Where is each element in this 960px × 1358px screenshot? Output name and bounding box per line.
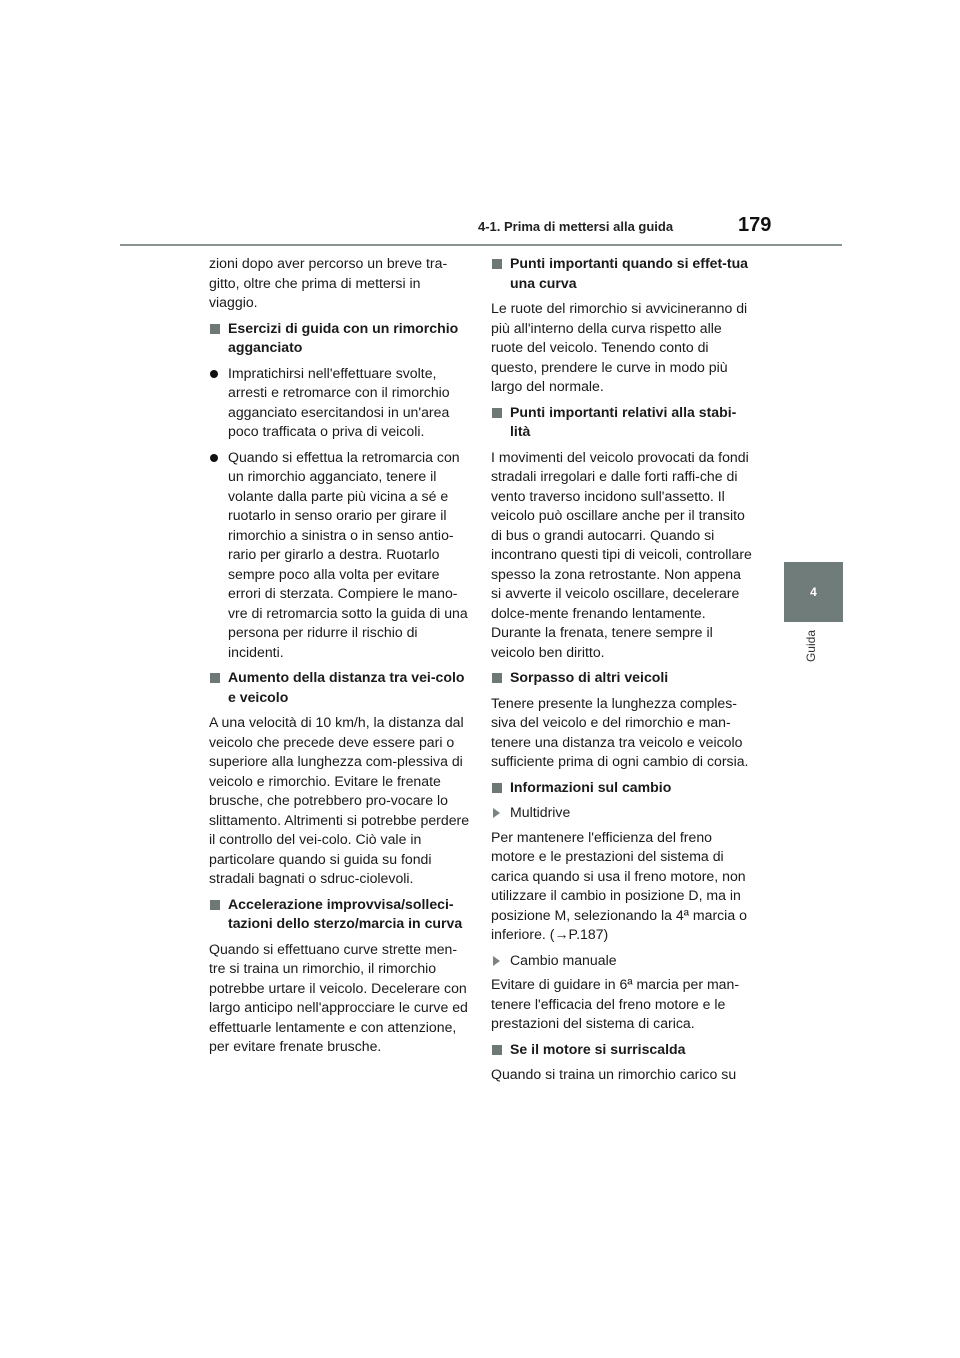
- paragraph-text: Per mantenere l'efficienza del freno motore e le prestazioni del sistema di carica quando si usa il freno motore, non utilizzare il cambio in posizione D, ma in posizione M, selezionando la 4ª marcia o inferiore. (→P.187): [491, 828, 747, 942]
- heading-text: Accelerazione improvvisa/solleci-tazioni dello sterzo/marcia in curva: [228, 895, 463, 931]
- sub-heading: [491, 803, 753, 823]
- paragraph: [491, 694, 753, 772]
- page-number: 179: [738, 214, 772, 236]
- section-heading: [209, 895, 471, 934]
- bullet-item: [209, 364, 471, 442]
- paragraph: [209, 254, 471, 313]
- paragraph: [491, 299, 753, 397]
- square-bullet-icon: [492, 673, 502, 683]
- section-heading: [491, 403, 753, 442]
- paragraph: [209, 940, 471, 1057]
- paragraph-text: Quando si traina un rimorchio carico su: [491, 1066, 737, 1082]
- heading-text: Aumento della distanza tra vei-colo e veicolo: [228, 669, 465, 705]
- paragraph: [491, 975, 753, 1034]
- paragraph-text: zioni dopo aver percorso un breve tra-gitto, oltre che prima di mettersi in viaggio.: [209, 255, 448, 310]
- paragraph: [491, 828, 753, 945]
- left-column: [209, 254, 471, 1063]
- chapter-label: Guida: [804, 630, 818, 663]
- heading-text: Informazioni sul cambio: [510, 778, 672, 795]
- section-heading: [209, 319, 471, 358]
- heading-text: Sorpasso di altri veicoli: [510, 669, 669, 685]
- square-bullet-icon: [210, 324, 220, 334]
- chapter-label-container: [804, 630, 824, 690]
- square-bullet-icon: [492, 1045, 502, 1055]
- sub-heading-text: Cambio manuale: [510, 951, 617, 968]
- paragraph-text: Le ruote del rimorchio si avvicineranno di più all'interno della curva rispetto alle ruote del veicolo. Tenendo conto di questo, prendere le curve in modo più largo del normale.: [491, 300, 748, 394]
- right-column: [491, 254, 753, 1091]
- paragraph: [209, 713, 471, 889]
- triangle-bullet-icon: [493, 808, 500, 818]
- heading-text: Punti importanti relativi alla stabi-lità: [510, 403, 737, 439]
- paragraph-text: A una velocità di 10 km/h, la distanza dal veicolo che precede deve essere pari o superiore alla lunghezza com-plessiva di veicolo e rimorchio. Evitare le frenate brusche, che potrebbero pro-vocare lo slittamento. Altrimenti si potrebbe perdere il controllo del vei-colo. Ciò vale in particolare quando si guida su fondi stradali bagnati o sdruc-ciolevoli.: [209, 714, 470, 886]
- section-heading: [491, 1040, 753, 1060]
- paragraph-text: I movimenti del veicolo provocati da fondi stradali irregolari e dalle forti raffi-che di vento traverso incidono sull'assetto. Il veicolo può oscillare anche per il transito di bus o grandi autocarri. Quando si incontrano questi tipi di veicoli, controllare spesso la zona retrostante. Non appena si avverte il veicolo oscillare, decelerare dolce-mente frenando lentamente. Durante la frenata, tenere sempre il veicolo ben diritto.: [491, 448, 752, 660]
- bullet-text: Impratichirsi nell'effettuare svolte, arresti e retromarce con il rimorchio agganciato esercitandosi in un'area poco trafficata o priva di veicoli.: [228, 364, 450, 439]
- paragraph-text: Quando si effettuano curve strette men-tre si traina un rimorchio, il rimorchio potrebbe urtare il veicolo. Decelerare con largo anticipo nell'approcciare le curve ed effettuarle lentamente e con attenzione, per evitare frenate brusche.: [209, 940, 468, 1054]
- triangle-bullet-icon: [493, 956, 500, 966]
- square-bullet-icon: [492, 408, 502, 418]
- dot-bullet-icon: [210, 454, 218, 462]
- heading-text: Esercizi di guida con un rimorchio agganciato: [228, 319, 459, 355]
- heading-text: Punti importanti quando si effet-tua una curva: [510, 255, 749, 291]
- paragraph-text: Evitare di guidare in 6ª marcia per man-tenere l'efficacia del freno motore e le prestazioni del sistema di carica.: [491, 976, 740, 1031]
- sub-heading-text: Multidrive: [510, 804, 571, 820]
- paragraph-text: Tenere presente la lunghezza comples-siva del veicolo e del rimorchio e man-tenere una distanza tra veicolo e veicolo sufficiente prima di ogni cambio di corsia.: [491, 694, 749, 769]
- section-title: 4-1. Prima di mettersi alla guida: [478, 219, 674, 234]
- paragraph: [491, 1065, 753, 1085]
- paragraph: [491, 448, 753, 663]
- chapter-tab[interactable]: [784, 562, 843, 622]
- section-heading: [491, 778, 753, 798]
- square-bullet-icon: [210, 900, 220, 910]
- section-heading: [491, 254, 753, 293]
- dot-bullet-icon: [210, 370, 218, 378]
- square-bullet-icon: [492, 783, 502, 793]
- square-bullet-icon: [210, 673, 220, 683]
- heading-text: Se il motore si surriscalda: [510, 1040, 686, 1057]
- header-divider: [120, 244, 842, 246]
- bullet-text: Quando si effettua la retromarcia con un rimorchio agganciato, tenere il volante dalla parte più vicina a sé e ruotarlo in senso orario per girare il rimorchio a sinistra o in senso antio-rario per girarlo a destra. Ruotarlo sempre poco alla volta per evitare errori di sterzata. Compiere le mano-vre di retromarcia sotto la guida di una persona per ridurre il rischio di incidenti.: [228, 448, 468, 660]
- section-heading: [209, 668, 471, 707]
- section-heading: [491, 668, 753, 688]
- square-bullet-icon: [492, 259, 502, 269]
- chapter-number: 4: [810, 585, 817, 599]
- bullet-item: [209, 448, 471, 663]
- sub-heading: [491, 951, 753, 971]
